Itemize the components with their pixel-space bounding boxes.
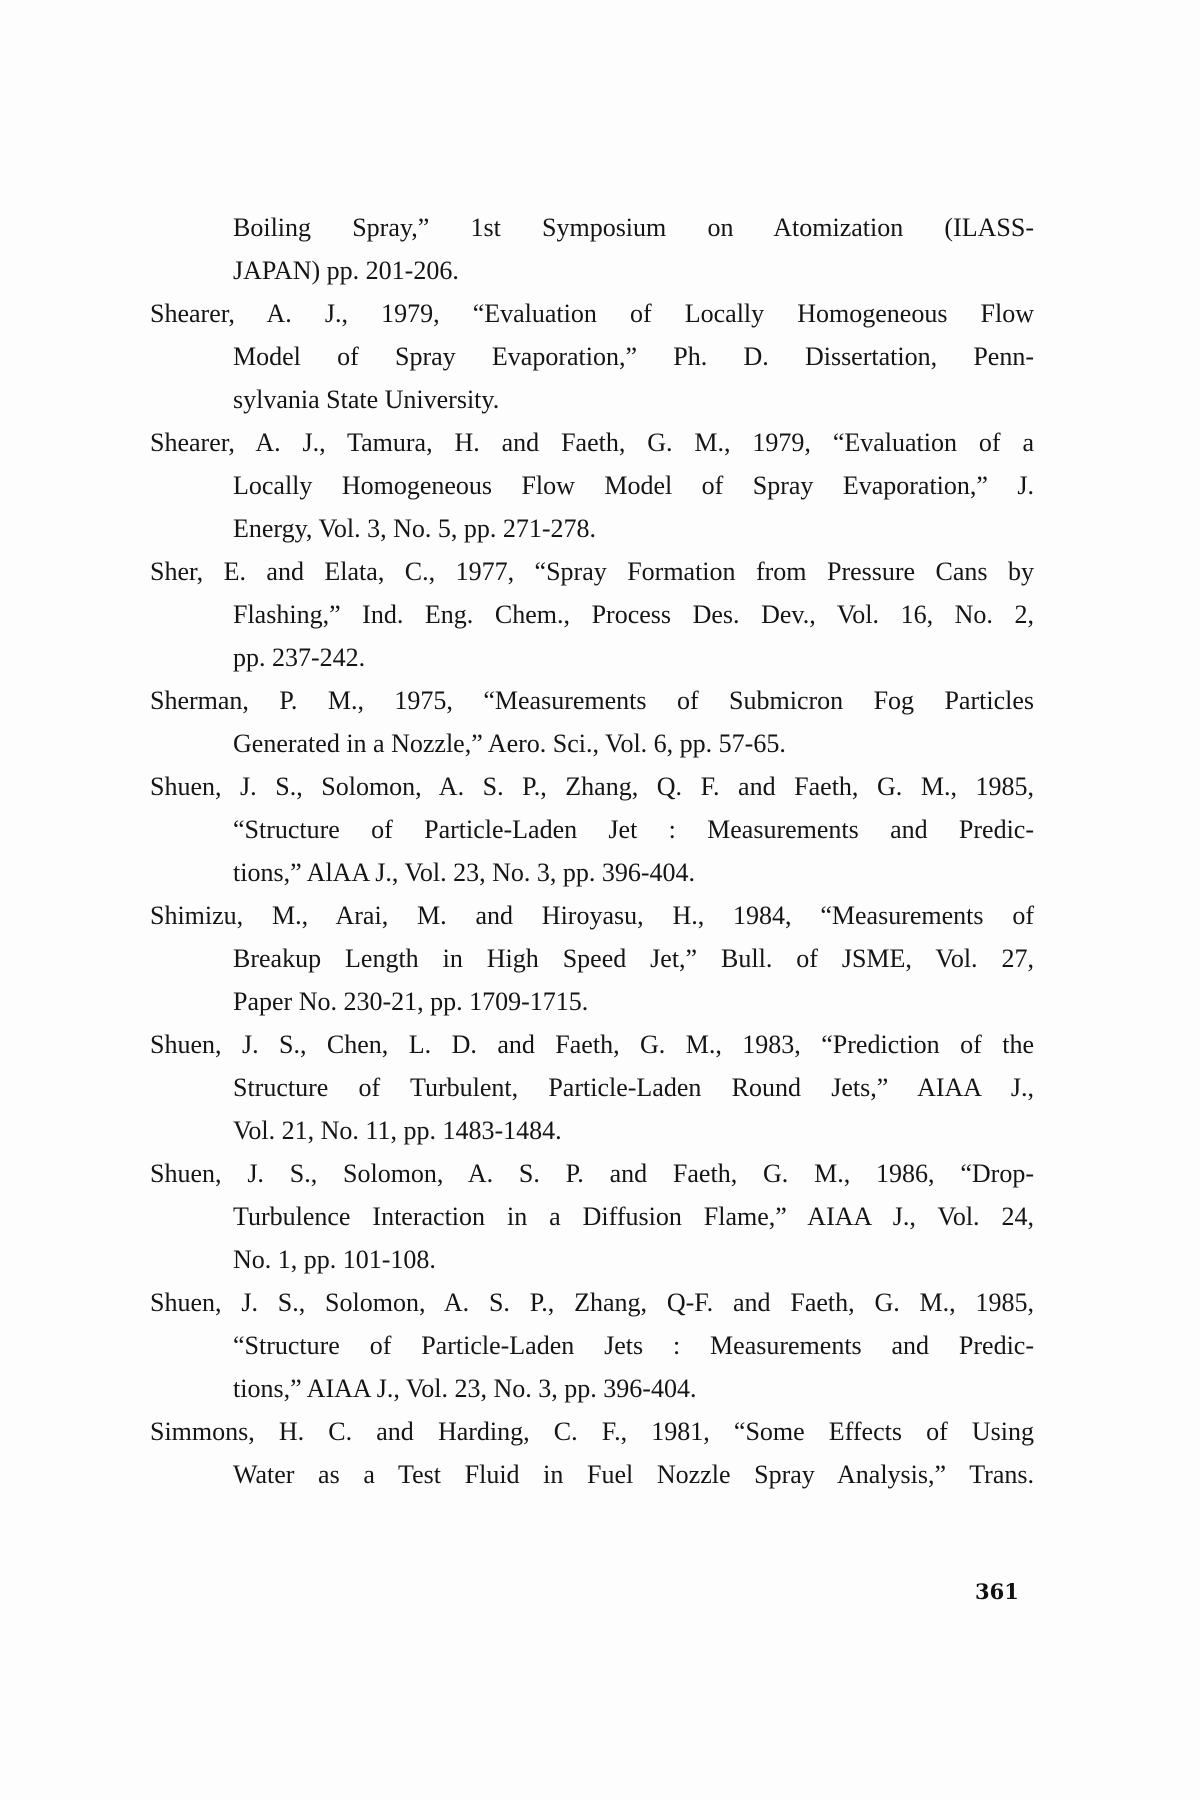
reference-entry-shuen-1985a [150, 765, 1034, 894]
reference-line: Vol. 21, No. 11, pp. 1483-1484. [233, 1116, 562, 1145]
reference-line: Structure of Turbulent, Particle-Laden Round Jets,” AIAA J., [233, 1073, 1034, 1102]
reference-entry-sherman-1975 [150, 679, 1034, 765]
reference-line: Flashing,” Ind. Eng. Chem., Process Des. Dev., Vol. 16, No. 2, [233, 600, 1034, 629]
reference-line: sylvania State University. [233, 385, 500, 414]
reference-entry-simmons-1981 [150, 1410, 1034, 1496]
reference-line: Shearer, A. J., 1979, “Evaluation of Locally Homogeneous Flow [150, 299, 1034, 328]
reference-line: pp. 237-242. [233, 643, 366, 672]
reference-entry-shuen-1985b [150, 1281, 1034, 1410]
reference-line: Shuen, J. S., Chen, L. D. and Faeth, G. M., 1983, “Prediction of the [150, 1030, 1034, 1059]
reference-line: “Structure of Particle-Laden Jets : Measurements and Predic- [233, 1331, 1034, 1360]
reference-line: tions,” AIAA J., Vol. 23, No. 3, pp. 396-404. [233, 1374, 697, 1403]
reference-line: Shearer, A. J., Tamura, H. and Faeth, G. M., 1979, “Evaluation of a [150, 428, 1034, 457]
reference-entry-sher-1977 [150, 550, 1034, 679]
reference-line: Shuen, J. S., Solomon, A. S. P. and Faeth, G. M., 1986, “Drop- [150, 1159, 1034, 1188]
reference-line: Sherman, P. M., 1975, “Measurements of Submicron Fog Particles [150, 686, 1034, 715]
reference-line: Simmons, H. C. and Harding, C. F., 1981, “Some Effects of Using [150, 1417, 1034, 1446]
reference-entry-shearer-1979a [150, 292, 1034, 421]
reference-entry-shuen-1983 [150, 1023, 1034, 1152]
reference-line: Shuen, J. S., Solomon, A. S. P., Zhang, Q-F. and Faeth, G. M., 1985, [150, 1288, 1034, 1317]
reference-line: Boiling Spray,” 1st Symposium on Atomization (ILASS- [233, 213, 1034, 242]
reference-line: Paper No. 230-21, pp. 1709-1715. [233, 987, 589, 1016]
reference-line: Shimizu, M., Arai, M. and Hiroyasu, H., 1984, “Measurements of [150, 901, 1034, 930]
reference-entry-continued [150, 206, 1034, 292]
reference-line: Breakup Length in High Speed Jet,” Bull. of JSME, Vol. 27, [233, 944, 1034, 973]
reference-line: No. 1, pp. 101-108. [233, 1245, 436, 1274]
reference-line: tions,” AlAA J., Vol. 23, No. 3, pp. 396-404. [233, 858, 696, 887]
reference-line: Turbulence Interaction in a Diffusion Flame,” AIAA J., Vol. 24, [233, 1202, 1034, 1231]
reference-line: JAPAN) pp. 201-206. [233, 256, 459, 285]
reference-entry-shuen-1986 [150, 1152, 1034, 1281]
reference-line: Locally Homogeneous Flow Model of Spray Evaporation,” J. [233, 471, 1034, 500]
reference-entry-shearer-1979b [150, 421, 1034, 550]
reference-list [150, 206, 1034, 1496]
reference-line: Water as a Test Fluid in Fuel Nozzle Spray Analysis,” Trans. [233, 1460, 1034, 1489]
reference-line: Sher, E. and Elata, C., 1977, “Spray Formation from Pressure Cans by [150, 557, 1034, 586]
reference-line: Shuen, J. S., Solomon, A. S. P., Zhang, Q. F. and Faeth, G. M., 1985, [150, 772, 1034, 801]
reference-entry-shimizu-1984 [150, 894, 1034, 1023]
reference-line: “Structure of Particle-Laden Jet : Measurements and Predic- [233, 815, 1034, 844]
page-number: 361 [975, 1579, 1019, 1604]
reference-line: Generated in a Nozzle,” Aero. Sci., Vol. 6, pp. 57-65. [233, 729, 786, 758]
reference-line: Energy, Vol. 3, No. 5, pp. 271-278. [233, 514, 597, 543]
reference-line: Model of Spray Evaporation,” Ph. D. Dissertation, Penn- [233, 342, 1034, 371]
